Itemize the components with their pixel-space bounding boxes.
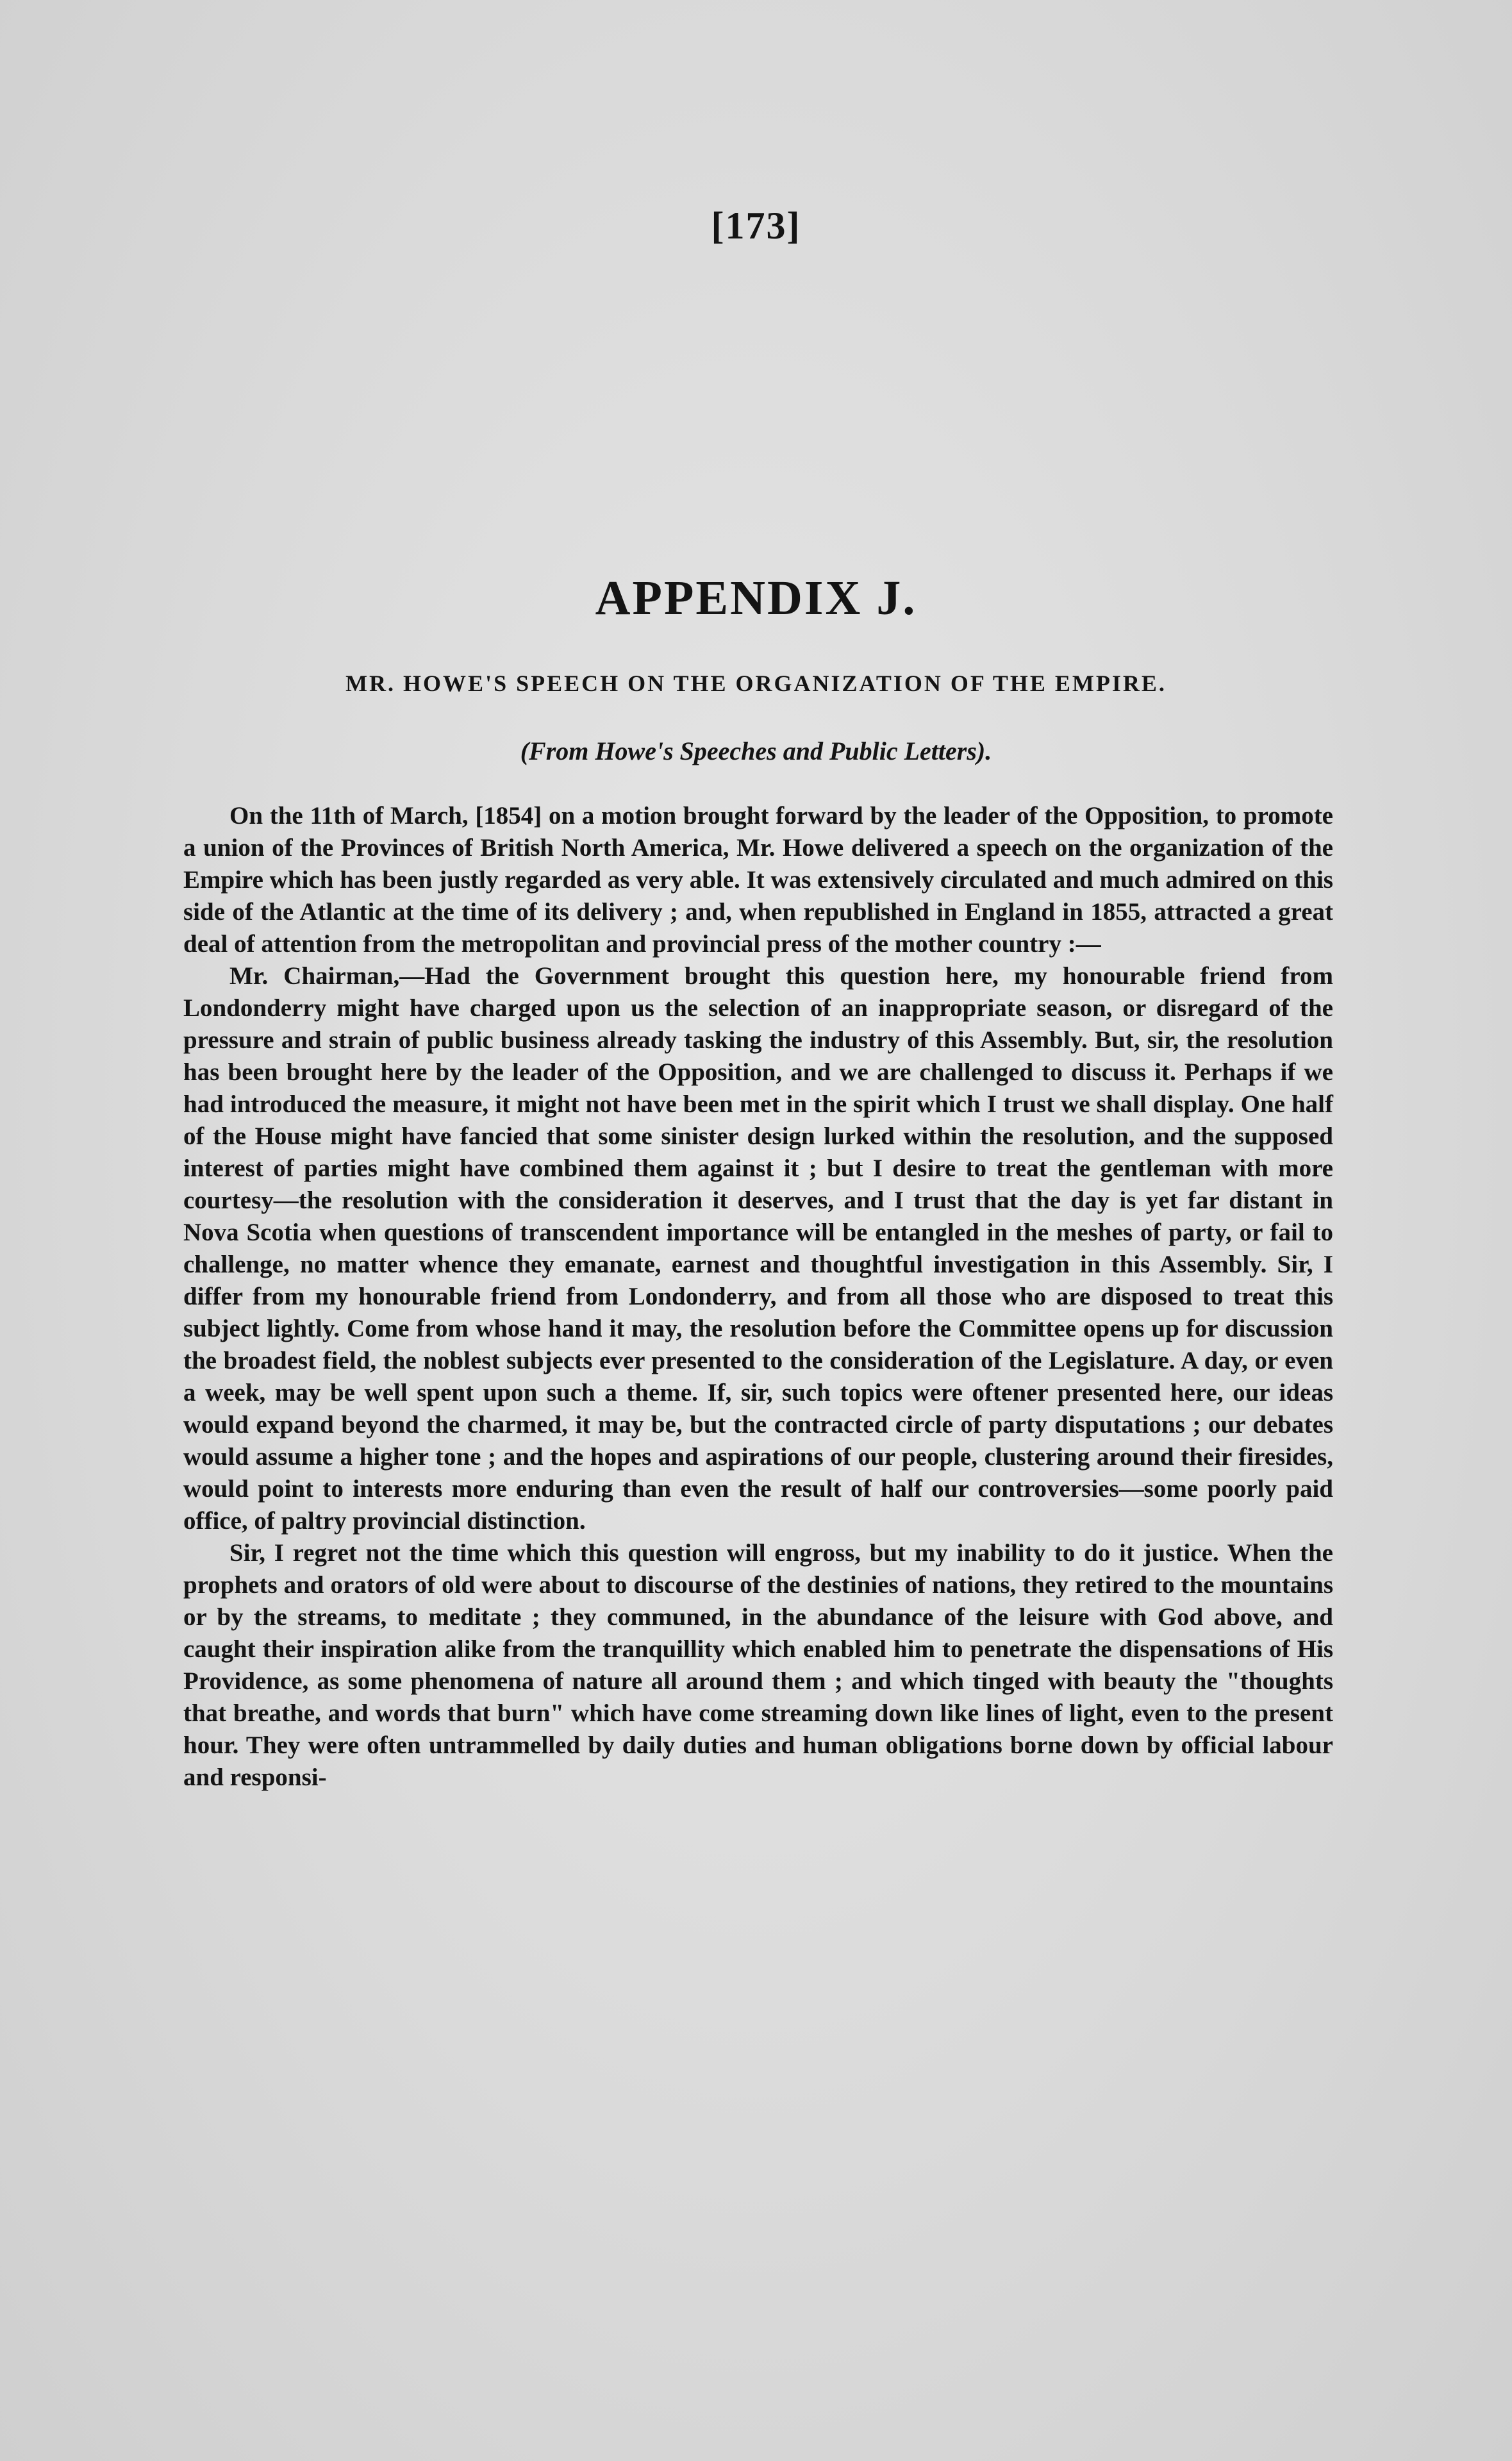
page-number: [173] bbox=[711, 204, 801, 247]
speech-subtitle: MR. HOWE'S SPEECH ON THE ORGANIZATION OF THE EMPIRE. bbox=[345, 671, 1167, 696]
body-text bbox=[183, 800, 1333, 1794]
paragraph-intro: On the 11th of March, [1854] on a motion brought forward by the leader of the Opposition, to promote a union of the Provinces of British North America, Mr. Howe delivered a speech on the organization of the Empire which has been justly regarded as very able. It was extensively circulated and much admired on this side of the Atlantic at the time of its delivery ; and, when republished in England in 1855, attracted a great deal of attention from the metropolitan and provincial press of the mother country :— bbox=[183, 802, 1333, 958]
appendix-title: APPENDIX J. bbox=[595, 571, 917, 625]
paragraph-speech-continued: Sir, I regret not the time which this question will engross, but my inability to do it justice. When the prophets and orators of old were about to discourse of the destinies of nations, they retired to the mountains or by the streams, to meditate ; they communed, in the abundance of the leisure with God above, and caught their inspiration alike from the tranquillity which enabled him to penetrate the dispensations of His Providence, as some phenomena of nature all around them ; and which tinged with beauty the "thoughts that breathe, and words that burn" which have come streaming down like lines of light, even to the present hour. They were often untrammelled by daily duties and human obligations borne down by official labour and responsi- bbox=[183, 1539, 1333, 1791]
source-attribution: (From Howe's Speeches and Public Letters). bbox=[520, 737, 992, 765]
paragraph-speech-opening: Mr. Chairman,—Had the Government brought this question here, my honourable friend from Londonderry might have charged upon us the selection of an inappropriate season, or disregard of the pressure and strain of public business already tasking the industry of this Assembly. But, sir, the resolution has been brought here by the leader of the Opposition, and we are challenged to discuss it. Perhaps if we had introduced the measure, it might not have been met in the spirit which I trust we shall display. One half of the House might have fancied that some sinister design lurked within the resolution, and the supposed interest of parties might have combined them against it ; but I desire to treat the gentleman with more courtesy—the resolution with the consideration it deserves, and I trust that the day is yet far distant in Nova Scotia when questions of transcendent importance will be entangled in the meshes of party, or fail to challenge, no matter whence they emanate, earnest and thoughtful investigation in this Assembly. Sir, I differ from my honourable friend from Londonderry, and from all those who are disposed to treat this subject lightly. Come from whose hand it may, the resolution before the Committee opens up for discussion the broadest field, the noblest subjects ever presented to the consideration of the Legislature. A day, or even a week, may be well spent upon such a theme. If, sir, such topics were oftener presented here, our ideas would expand beyond the charmed, it may be, but the contracted circle of party disputations ; our debates would assume a higher tone ; and the hopes and aspirations of our people, clustering around their firesides, would point to interests more enduring than even the result of half our controversies—some poorly paid office, of paltry provincial distinction. bbox=[183, 962, 1333, 1535]
